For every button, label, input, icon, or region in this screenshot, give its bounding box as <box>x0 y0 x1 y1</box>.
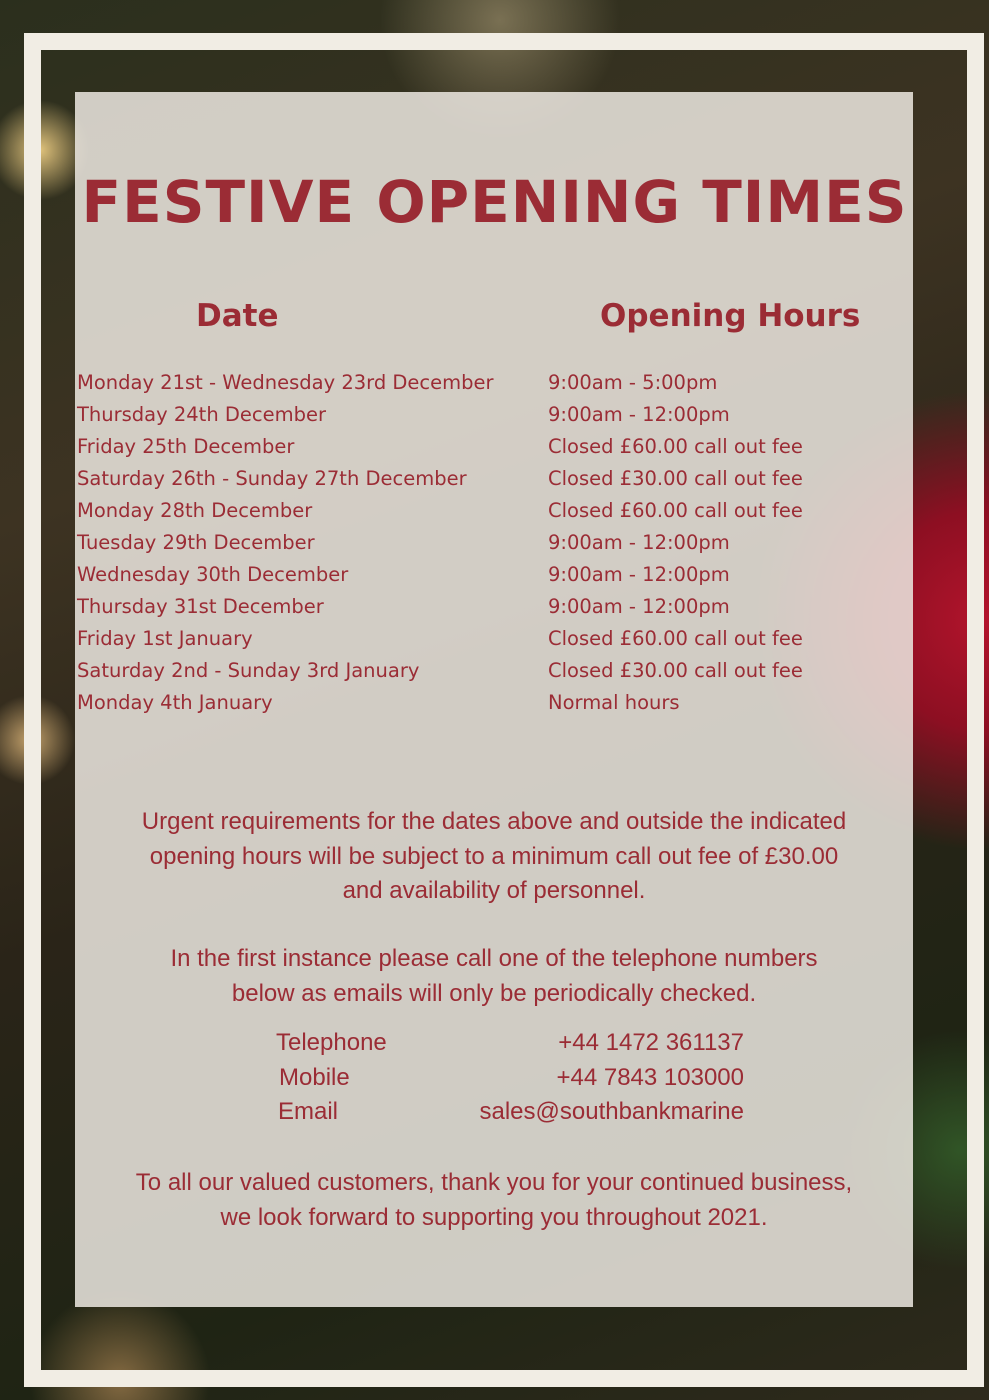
schedule-date: Friday 1st January <box>77 627 253 650</box>
schedule-row <box>77 432 857 464</box>
schedule-date: Monday 21st - Wednesday 23rd December <box>77 371 494 394</box>
schedule-date: Wednesday 30th December <box>77 563 349 586</box>
schedule-row <box>77 592 857 624</box>
contact-label: Mobile <box>279 1063 350 1091</box>
page-title: FESTIVE OPENING TIMES <box>81 168 908 236</box>
schedule-hours: Closed £30.00 call out fee <box>548 659 803 682</box>
schedule-hours: 9:00am - 12:00pm <box>548 531 730 554</box>
schedule-hours: 9:00am - 12:00pm <box>548 595 730 618</box>
urgent-notice-line: and availability of personnel. <box>342 877 646 904</box>
contact-label: Telephone <box>276 1029 387 1056</box>
schedule-row <box>77 560 857 592</box>
opening-times-list <box>77 368 857 720</box>
date-column-header: Date <box>196 298 279 334</box>
schedule-date: Friday 25th December <box>77 435 295 458</box>
contact-row-email <box>0 1095 989 1130</box>
schedule-date: Monday 28th December <box>77 499 313 522</box>
thanks-line: To all our valued customers, thank you for your continued business, <box>135 1169 853 1196</box>
email-address[interactable]: sales@southbankmarine <box>479 1098 744 1125</box>
hours-column-header: Opening Hours <box>600 298 861 334</box>
schedule-hours: Normal hours <box>548 691 680 714</box>
schedule-hours: Closed £60.00 call out fee <box>548 435 803 458</box>
contact-row-telephone <box>0 1026 989 1061</box>
thanks-message <box>75 1166 913 1235</box>
schedule-hours: 9:00am - 12:00pm <box>548 403 730 426</box>
schedule-row <box>77 624 857 656</box>
schedule-date: Tuesday 29th December <box>77 531 315 554</box>
schedule-date: Monday 4th January <box>77 691 273 714</box>
schedule-date: Thursday 24th December <box>77 403 327 426</box>
schedule-row <box>77 688 857 720</box>
urgent-notice <box>75 805 913 909</box>
call-notice-line: below as emails will only be periodically checked. <box>231 979 757 1007</box>
schedule-row <box>77 528 857 560</box>
schedule-hours: 9:00am - 12:00pm <box>548 563 730 586</box>
urgent-notice-line: opening hours will be subject to a minimum call out fee of £30.00 <box>149 842 839 870</box>
schedule-row <box>77 496 857 528</box>
mobile-number[interactable]: +44 7843 103000 <box>556 1063 744 1091</box>
call-notice-line: In the first instance please call one of the telephone numbers <box>170 945 818 972</box>
schedule-row <box>77 368 857 400</box>
contact-row-mobile <box>0 1061 989 1096</box>
contact-label: Email <box>278 1098 339 1125</box>
schedule-date: Saturday 2nd - Sunday 3rd January <box>77 659 420 682</box>
telephone-number[interactable]: +44 1472 361137 <box>558 1029 744 1056</box>
urgent-notice-line: Urgent requirements for the dates above and outside the indicated <box>141 808 847 835</box>
call-notice <box>75 942 913 1011</box>
schedule-hours: Closed £60.00 call out fee <box>548 627 803 650</box>
thanks-line: we look forward to supporting you throughout 2021. <box>220 1203 768 1231</box>
schedule-hours: Closed £30.00 call out fee <box>548 467 803 490</box>
schedule-date: Saturday 26th - Sunday 27th December <box>77 467 467 490</box>
schedule-date: Thursday 31st December <box>77 595 324 618</box>
schedule-row <box>77 656 857 688</box>
contact-details <box>0 1026 989 1130</box>
schedule-hours: 9:00am - 5:00pm <box>548 371 718 394</box>
schedule-hours: Closed £60.00 call out fee <box>548 499 803 522</box>
schedule-row <box>77 464 857 496</box>
schedule-row <box>77 400 857 432</box>
